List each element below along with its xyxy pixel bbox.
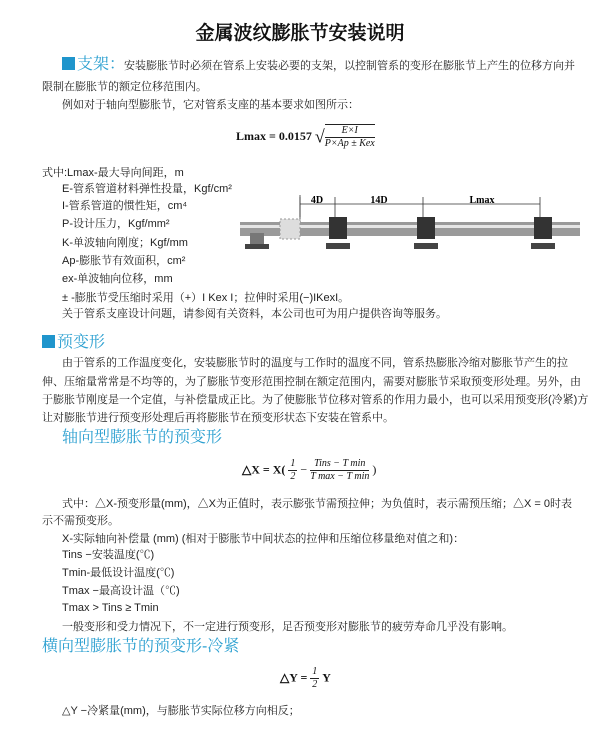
text-line: Tmax −最高设计温（℃) bbox=[62, 585, 180, 597]
text-line: X-实际轴向补偿量 (mm) (相对于膨胀节中间状态的拉伸和压缩位移量绝对值之和)： bbox=[62, 533, 465, 545]
dim-label-4d: 4D bbox=[310, 195, 324, 206]
paragraph-line: 于膨胀节刚度是一个定值，与补偿量成正比。为了使膨胀节位移对管系的作用力最小，也可以采用预变形(冷紧)方 bbox=[42, 394, 589, 406]
legend-line: ex-单波轴向位移，mm bbox=[62, 273, 173, 285]
text-line: △Y −冷紧量(mm)，与膨胀节实际位移方向相反； bbox=[62, 705, 300, 717]
lmax-formula: Lmax = 0.0157 √ $\frac{E\times I}{\text{P×Ap ± Kex}}$ bbox=[236, 125, 375, 149]
text-line: Tins −安装温度(℃) bbox=[62, 549, 155, 561]
formula-half-numerator: 1 bbox=[290, 458, 296, 469]
formula-lhs: △X = X( bbox=[242, 462, 286, 477]
section-heading-predeform bbox=[42, 333, 105, 353]
paragraph-line: 让对膨胀节进行预变形处理后再将膨胀节在预变形状态下安装在管系中。 bbox=[42, 412, 394, 424]
legend-line: Ap-膨胀节有效面积，cm² bbox=[62, 255, 186, 267]
formula-rhs: Y bbox=[322, 670, 331, 685]
formula-lhs: Lmax = 0.0157 bbox=[236, 128, 312, 143]
formula-denominator: P×Ap ± Kex bbox=[324, 138, 375, 149]
formula-close: ) bbox=[372, 462, 377, 477]
paragraph-line: 由于管系的工作温度变化，安装膨胀节时的温度与工作时的温度不同，管系热膨胀冷缩对膨胀节产生的拉 bbox=[62, 357, 568, 369]
legend-line: P-设计压力，Kgf/mm² bbox=[62, 218, 170, 230]
square-bullet-icon bbox=[62, 57, 75, 70]
paragraph-line: 伸、压缩量常常是不均等的，为了膨胀节变形范围控制在额定范围内，需要对膨胀节采取预变形处理。另外，由 bbox=[42, 376, 581, 388]
dim-label-14d: 14D bbox=[370, 195, 388, 206]
formula-numerator: E×I bbox=[325, 125, 375, 138]
text-line: Tmax > Tins ≥ Tmin bbox=[62, 602, 159, 614]
legend-line: K-单波轴向刚度；Kgf/mm bbox=[62, 237, 188, 249]
subheading-lateral: 横向型膨胀节的预变形-冷紧 bbox=[42, 638, 240, 655]
text-line: 限制在膨胀节的额定位移范围内。 bbox=[42, 81, 207, 93]
section-heading-support bbox=[62, 55, 125, 75]
formula-minus: − bbox=[300, 462, 308, 477]
heading-text: 预变形 bbox=[57, 334, 106, 351]
legend-line: 关于管系支座设计问题，请参阅有关资料，本公司也可为用户提供咨询等服务。 bbox=[62, 308, 447, 320]
heading-text: 支架： bbox=[77, 56, 126, 73]
formula-denominator: T max − T min bbox=[310, 471, 370, 482]
formula-half-denominator: 2 bbox=[290, 471, 296, 482]
formula-numerator: Tins − T min bbox=[310, 458, 369, 471]
formula-half-denominator: 2 bbox=[312, 679, 318, 690]
page-title: 金属波纹膨胀节安装说明 bbox=[195, 23, 405, 44]
delta-y-formula bbox=[280, 666, 331, 691]
formula-half-numerator: 1 bbox=[312, 666, 318, 677]
text-line: 例如对于轴向型膨胀节，它对管系支座的基本要求如图所示： bbox=[62, 99, 359, 111]
legend-line: 式中:Lmax-最大导向间距，m bbox=[42, 167, 184, 179]
legend-line: ± -膨胀节受压缩时采用（+）I Kex I；拉伸时采用(−)IKexI。 bbox=[62, 292, 350, 304]
text-line: 式中：△X-预变形量(mm)，△X为正值时，表示膨张节需预拉伸；为负值时，表示需预压缩；△X = 0时表 bbox=[62, 498, 572, 510]
delta-x-formula bbox=[242, 458, 376, 483]
text-line: 一般变形和受力情况下，不一定进行预变形，足否预变形对膨胀节的疲劳寿命几乎没有影响。 bbox=[62, 621, 513, 633]
legend-line: E-管系管道材料弹性投量，Kgf/cm² bbox=[62, 183, 232, 195]
subheading-axial: 轴向型膨胀节的预变形 bbox=[62, 429, 223, 446]
text-line: 安装膨胀节时必须在管系上安装必要的支架，以控制管系的变形在膨胀节上产生的位移方向并 bbox=[124, 60, 575, 72]
square-bullet-icon bbox=[42, 335, 55, 348]
text-line: 示不需预变形。 bbox=[42, 515, 119, 527]
legend-line: I-管系管道的惯性矩，cm⁴ bbox=[62, 200, 188, 212]
text-line: Tmin-最低设计温度(℃) bbox=[62, 567, 175, 579]
pipe-support-diagram bbox=[240, 195, 580, 265]
dim-label-lmax: Lmax bbox=[469, 195, 495, 206]
formula-lhs: △Y = bbox=[280, 670, 308, 685]
